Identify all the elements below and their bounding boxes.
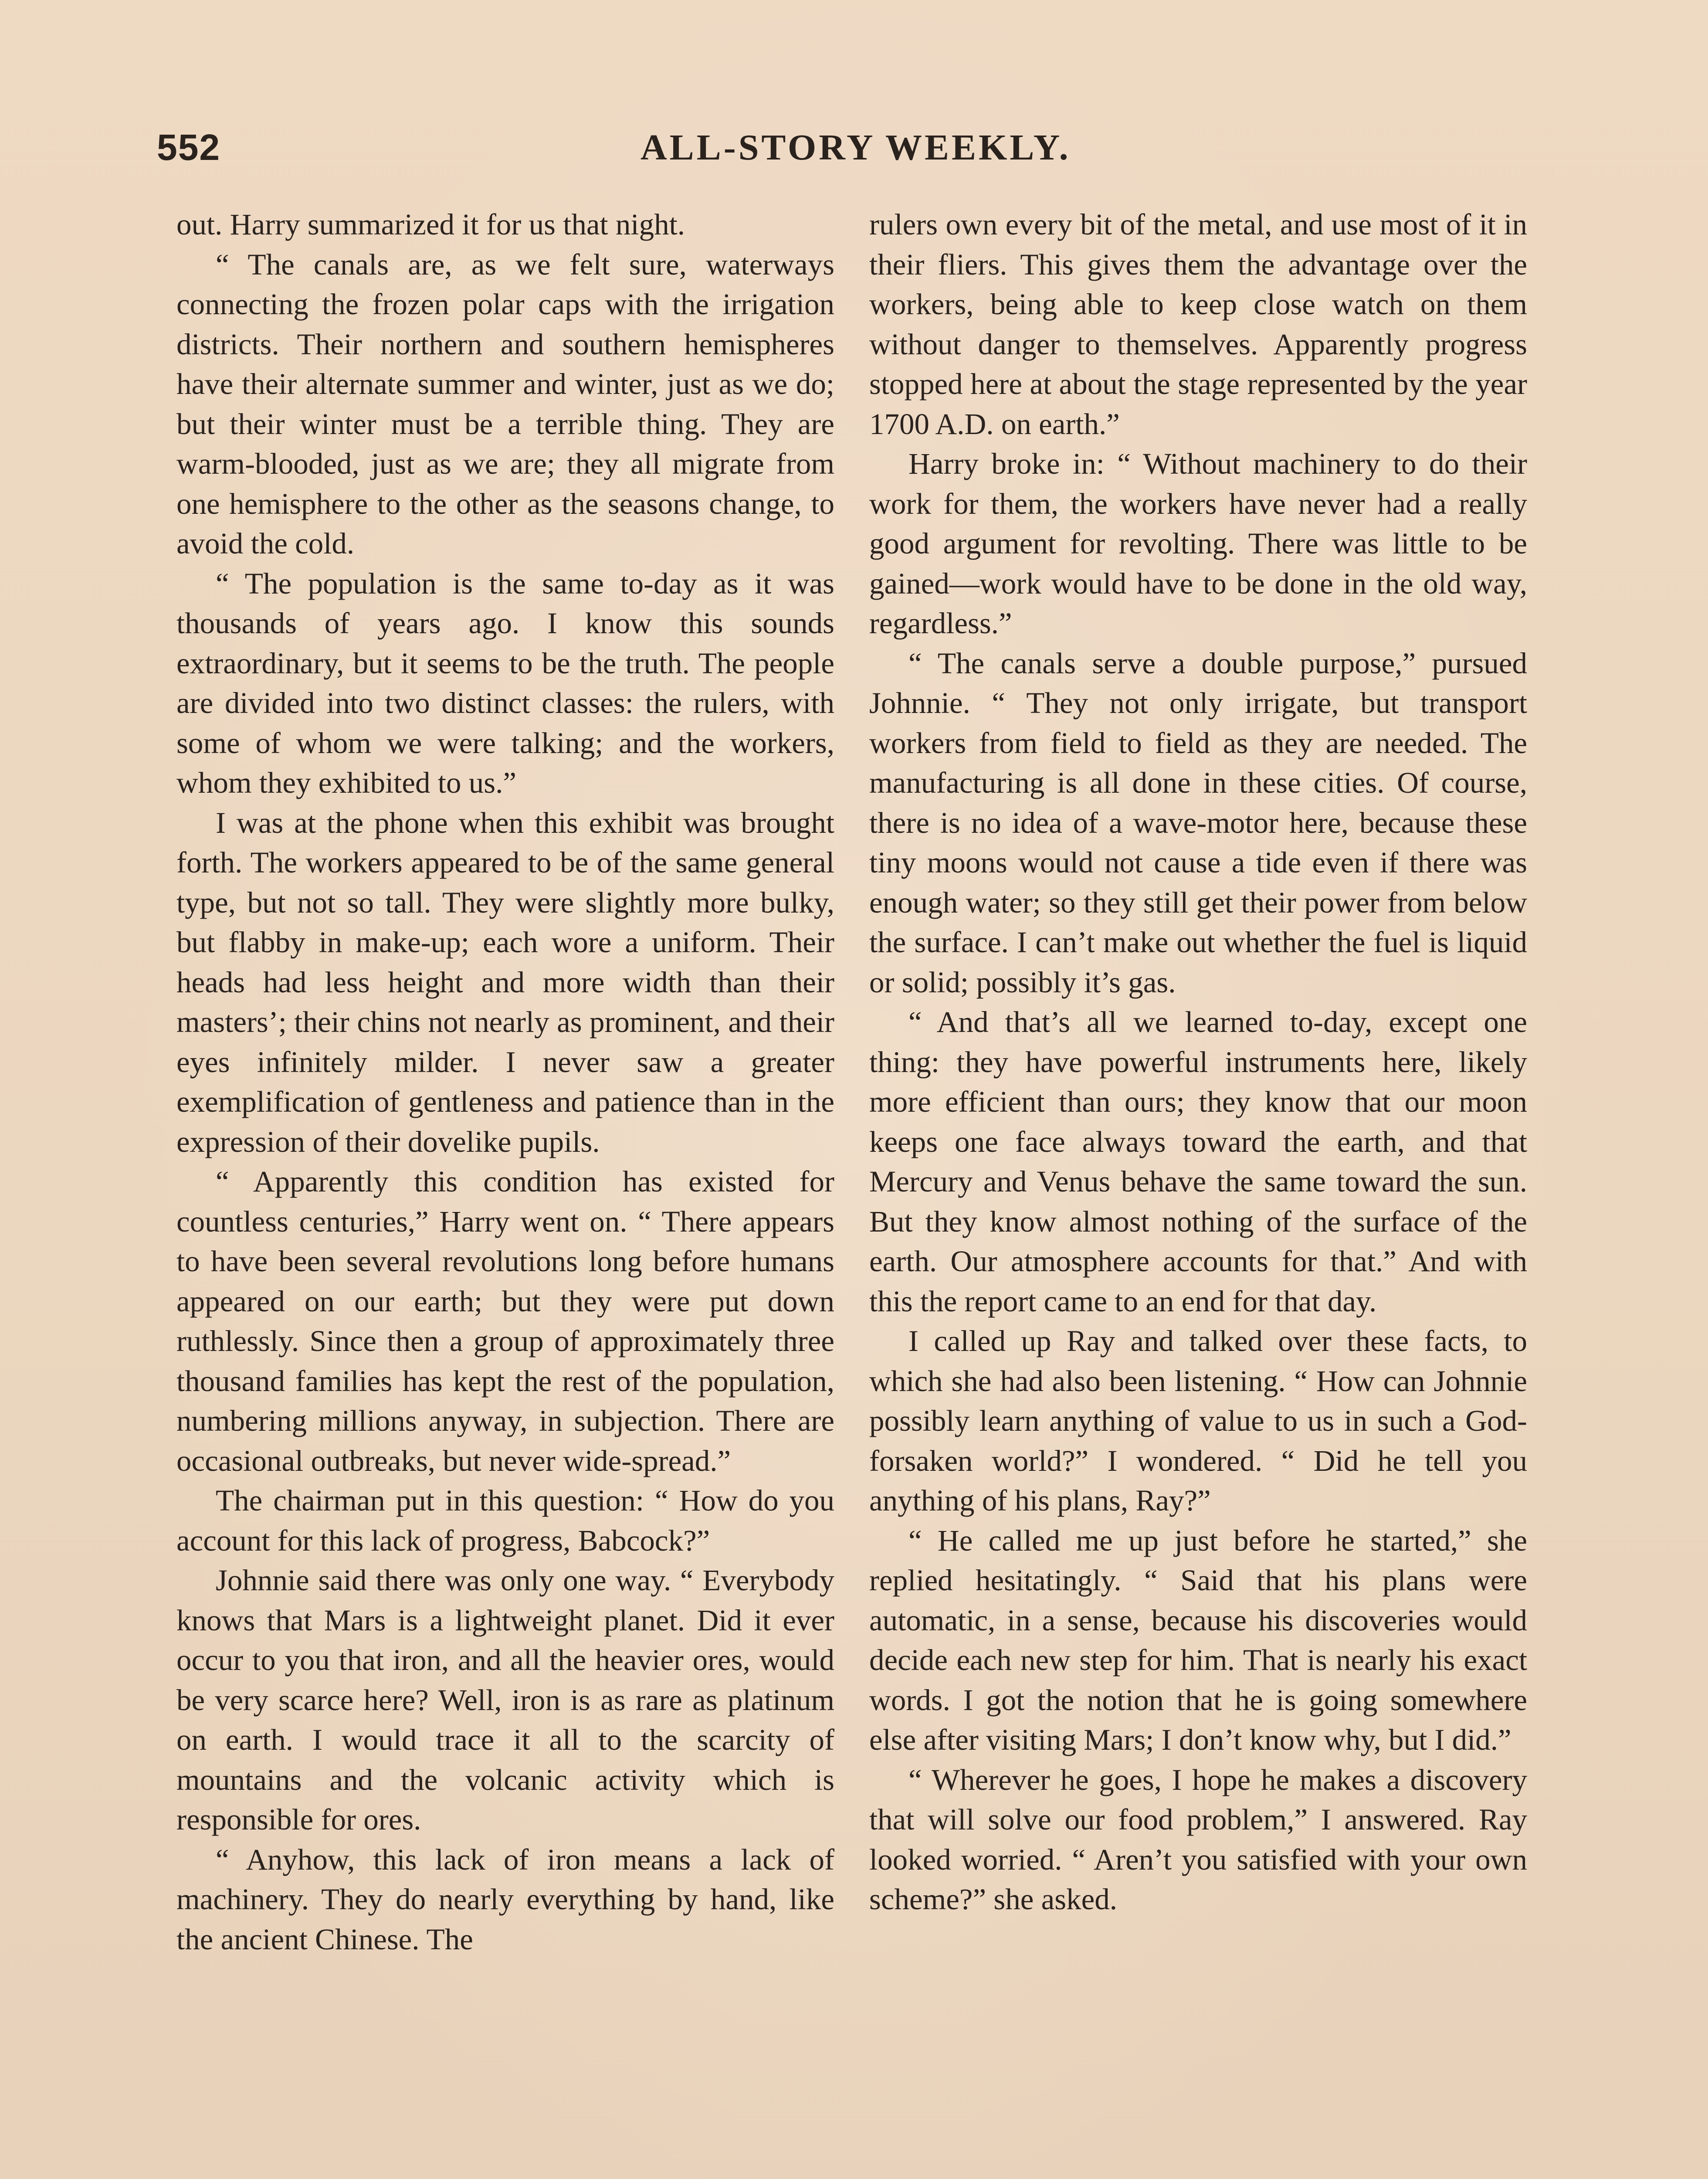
paragraph: I called up Ray and talked over these facts, to which she had also been listening. “ How can Johnnie possibly learn anything of value to us in such a God-forsaken world?” I wondered. “ Did he tell you anything of his plans, Ray?” bbox=[869, 1324, 1527, 1517]
page-header bbox=[157, 126, 1560, 179]
paragraph: “ Wherever he goes, I hope he makes a discovery that will solve our food problem,” I answered. Ray looked worried. “ Aren’t you satisfied with your own scheme?” she asked. bbox=[869, 1763, 1527, 1916]
paragraph: “ Apparently this condition has existed for countless centuries,” Harry went on. “ There appears to have been several revolutions long before humans appeared on our earth; but they were put down ruthlessly. Since then a group of approximately three thousand families has kept the rest of the population, numbering millions anyway, in subjection. There are occasional outbreaks, but never wide-spread.” bbox=[176, 1165, 834, 1477]
paragraph: I was at the phone when this exhibit was brought forth. The workers appeared to be of the same general type, but not so tall. They were slightly more bulky, but flabby in make-up; each wore a uniform. Their heads had less height and more width than their masters’; their chins not nearly as prominent, and their eyes infinitely milder. I never saw a greater exemplification of gentleness and patience than in the expression of their dovelike pupils. bbox=[176, 806, 834, 1158]
page-number: 552 bbox=[157, 127, 221, 168]
paragraph: “ The canals are, as we felt sure, waterways connecting the frozen polar caps with the irrigation districts. Their northern and southern hemispheres have their alternate summer and winter, just as we do; but their winter must be a terrible thing. They are warm-blooded, just as we are; they all migrate from one hemisphere to the other as the seasons change, to avoid the cold. bbox=[176, 248, 834, 560]
paragraph: rulers own every bit of the metal, and use most of it in their fliers. This gives them the advantage over the workers, being able to keep close watch on them without danger to themselves. Apparently progress stopped here at about the stage represented by the year 1700 A.D. on earth.” bbox=[869, 208, 1527, 441]
paragraph: out. Harry summarized it for us that night. bbox=[176, 208, 685, 241]
paragraph: Harry broke in: “ Without machinery to do their work for them, the workers have never had a really good argument for revolting. There was little to be gained—work would have to be done in the old way, regardless.” bbox=[869, 447, 1527, 640]
paragraph: “ Anyhow, this lack of iron means a lack of machinery. They do nearly everything by hand, like the ancient Chinese. The bbox=[176, 1843, 834, 1956]
running-title: ALL-STORY WEEKLY. bbox=[640, 127, 1071, 168]
paragraph: Johnnie said there was only one way. “ Everybody knows that Mars is a lightweight planet. Did it ever occur to you that iron, and all the heavier ores, would be very scarce here? Well, iron is as rare as platinum on earth. I would trace it all to the scarcity of mountains and the volcanic activity which is responsible for ores. bbox=[176, 1564, 834, 1836]
paragraph: “ And that’s all we learned to-day, except one thing: they have powerful instruments here, likely more efficient than ours; they know that our moon keeps one face always toward the earth, and that Mercury and Venus behave the same toward the sun. But they know almost nothing of the surface of the earth. Our atmosphere accounts for that.” And with this the report came to an end for that day. bbox=[869, 1005, 1527, 1318]
paragraph: “ The population is the same to-day as it was thousands of years ago. I know this sounds extraordinary, but it seems to be the truth. The people are divided into two distinct classes: the rulers, with some of whom we were talking; and the workers, whom they exhibited to us.” bbox=[176, 567, 834, 799]
paragraph: The chairman put in this question: “ How do you account for this lack of progress, Babcock?” bbox=[176, 1484, 834, 1557]
paragraph: “ The canals serve a double purpose,” pursued Johnnie. “ They not only irrigate, but transport workers from field to field as they are needed. The manufacturing is all done in these cities. Of course, there is no idea of a wave-motor here, because these tiny moons would not cause a tide even if there was enough water; so they still get their power from below the surface. I can’t make out whether the fuel is liquid or solid; possibly it’s gas. bbox=[869, 646, 1527, 999]
right-column bbox=[869, 205, 1527, 1920]
paragraph: “ He called me up just before he started,” she replied hesitatingly. “ Said that his plans were automatic, in a sense, because his discoveries would decide each new step for him. That is nearly his exact words. I got the notion that he is going somewhere else after visiting Mars; I don’t know why, but I did.” bbox=[869, 1524, 1527, 1756]
left-column bbox=[176, 205, 834, 1959]
